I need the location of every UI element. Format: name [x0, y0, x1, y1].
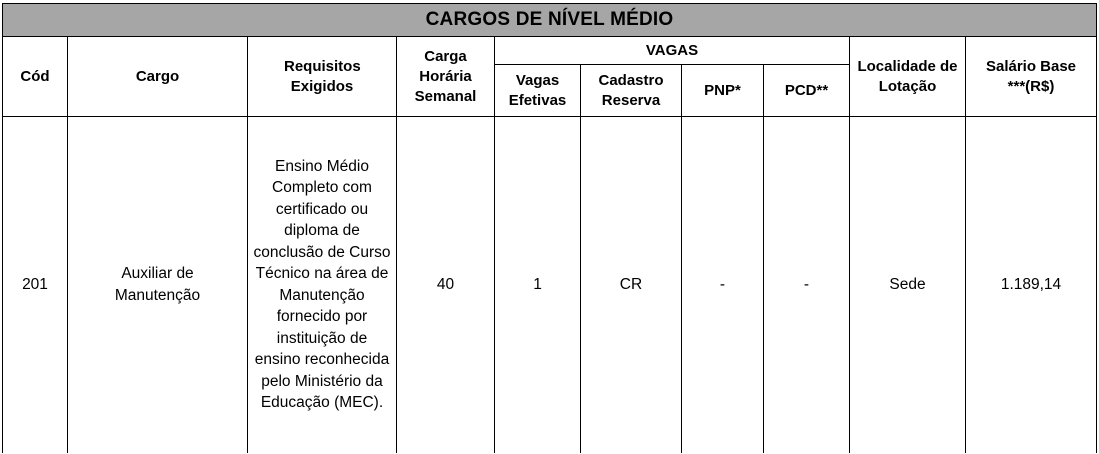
cell-carga-horaria: 40 [397, 117, 495, 453]
cell-requisitos: Ensino Médio Completo com certificado ou diploma de conclusão de Curso Técnico na área de Manutenção fornecido por instituição de ensino reconhecida pelo Ministério da Educação (MEC). [248, 117, 397, 453]
header-cadastro-reserva: Cadastro Reserva [581, 65, 682, 117]
header-salario: Salário Base ***(R$) [966, 37, 1097, 117]
cell-pnp: - [682, 117, 764, 453]
header-pcd: PCD** [764, 65, 850, 117]
table-title: CARGOS DE NÍVEL MÉDIO [3, 4, 1097, 37]
cell-vagas-efetivas: 1 [495, 117, 581, 453]
cell-cod: 201 [3, 117, 68, 453]
header-pnp: PNP* [682, 65, 764, 117]
cell-cadastro-reserva: CR [581, 117, 682, 453]
header-requisitos: Requisitos Exigidos [248, 37, 397, 117]
cell-salario: 1.189,14 [966, 117, 1097, 453]
header-cargo: Cargo [68, 37, 248, 117]
header-vagas-group: VAGAS [495, 37, 850, 65]
header-localidade: Localidade de Lotação [850, 37, 966, 117]
cargos-table [2, 3, 1097, 453]
cell-cargo: Auxiliar de Manutenção [68, 117, 248, 453]
header-cod: Cód [3, 37, 68, 117]
cell-localidade: Sede [850, 117, 966, 453]
header-vagas-efetivas: Vagas Efetivas [495, 65, 581, 117]
table-row [3, 117, 1097, 453]
cell-pcd: - [764, 117, 850, 453]
header-carga-horaria: Carga Horária Semanal [397, 37, 495, 117]
